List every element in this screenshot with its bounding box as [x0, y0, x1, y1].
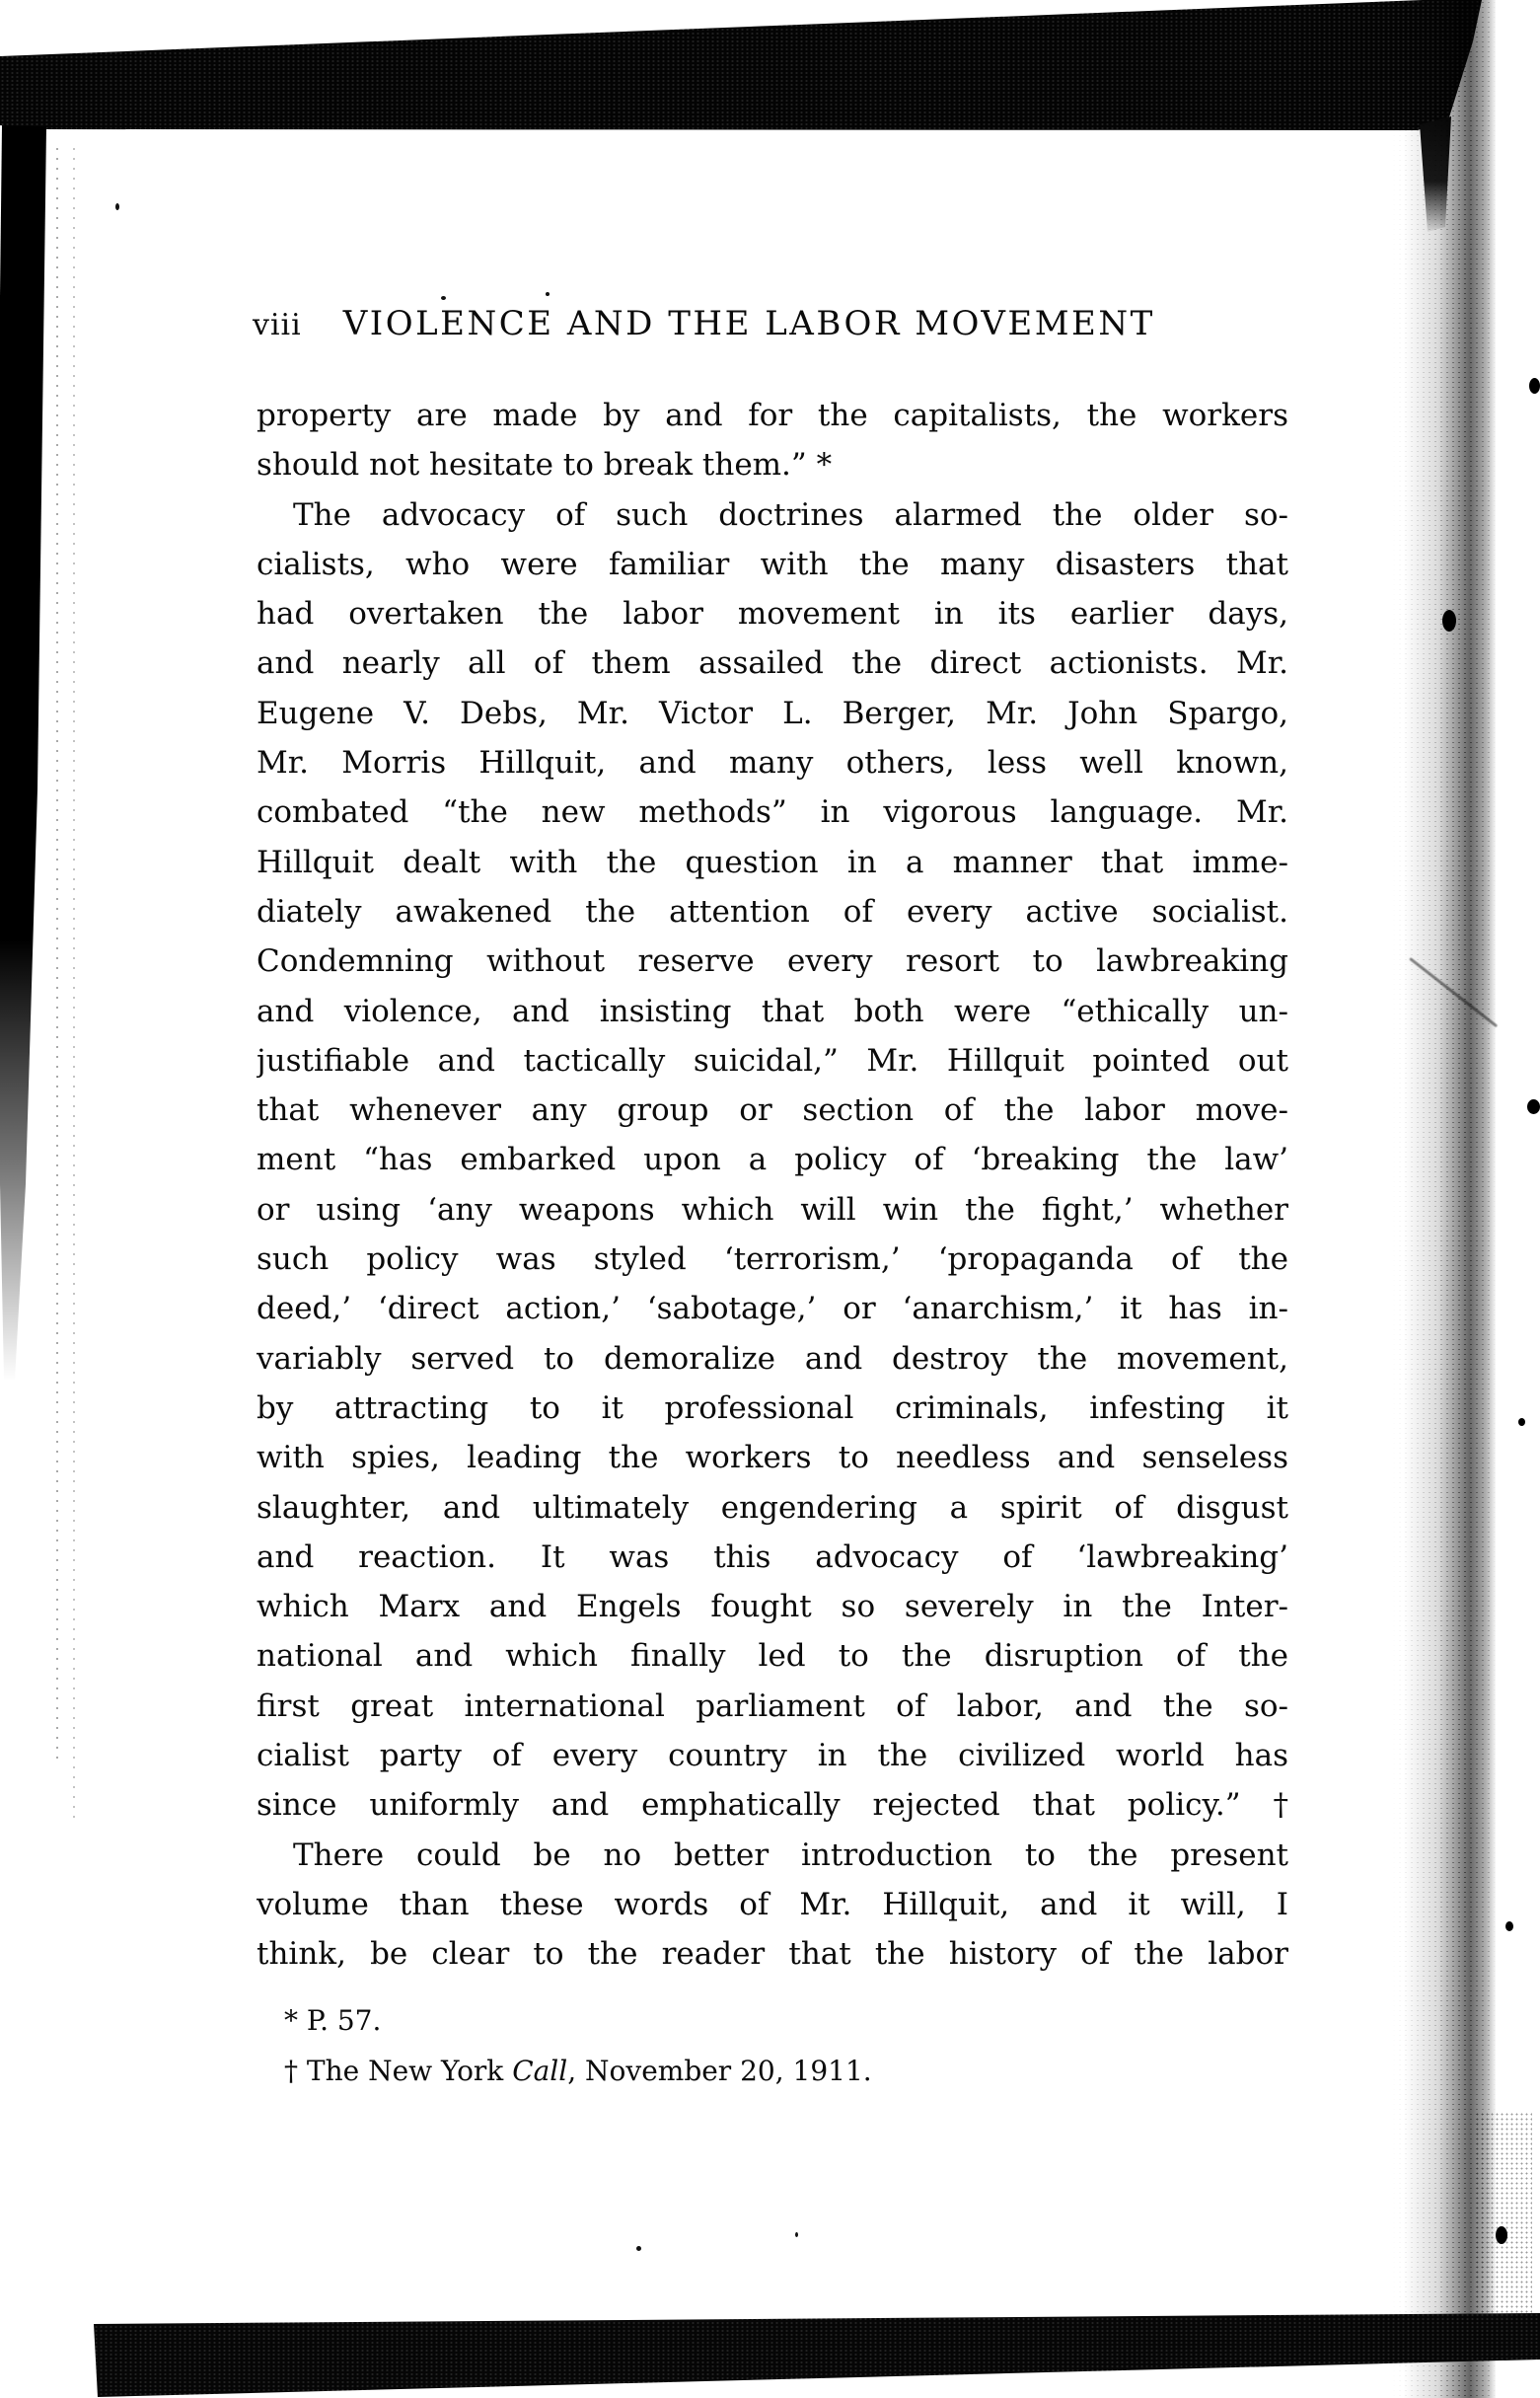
text-line: volume than these words of Mr. Hillquit, and it will, I — [257, 1886, 1288, 1922]
text-line: such policy was styled ‘terrorism,’ ‘propaganda of the — [257, 1241, 1288, 1278]
footnote-publication: Call — [512, 2055, 568, 2087]
ink-speck — [546, 292, 550, 296]
ink-blot — [1529, 378, 1540, 394]
text-line: and nearly all of them assailed the direct actionists. Mr. — [257, 645, 1288, 682]
ink-blot — [1527, 1099, 1540, 1114]
text-line: since uniformly and emphatically rejected that policy.” † — [257, 1787, 1288, 1824]
text-line: first great international parliament of labor, and the so- — [257, 1687, 1288, 1724]
running-title: VIOLENCE AND THE LABOR MOVEMENT — [342, 304, 1155, 343]
scan-noise — [0, 0, 1540, 138]
footnotes — [284, 1995, 1271, 2096]
text-line: Mr. Morris Hillquit, and many others, less well known, — [257, 745, 1288, 782]
text-line: cialist party of every country in the civilized world has — [257, 1738, 1288, 1774]
scan-noise — [0, 2309, 1540, 2398]
text-line: combated “the new methods” in vigorous language. Mr. — [257, 794, 1288, 831]
ink-blot — [1505, 1921, 1513, 1931]
text-line: had overtaken the labor movement in its earlier days, — [257, 596, 1288, 633]
gutter-shadow-line — [73, 148, 75, 1826]
text-line: and violence, and insisting that both were “ethically un- — [257, 993, 1288, 1029]
text-line: think, be clear to the reader that the history of the labor — [257, 1936, 1288, 1973]
scan-border-left — [0, 0, 49, 1382]
ink-blot — [1496, 2226, 1507, 2244]
text-line: by attracting to it professional criminals, infesting it — [257, 1389, 1288, 1426]
text-line: diately awakened the attention of every active socialist. — [257, 893, 1288, 930]
ink-speck — [636, 2246, 641, 2251]
page-edge-shadow-stipple — [1391, 0, 1496, 2398]
text-line: Eugene V. Debs, Mr. Victor L. Berger, Mr. John Spargo, — [257, 695, 1288, 731]
ink-speck — [795, 2232, 798, 2237]
gutter-shadow-line — [56, 148, 58, 1766]
ink-speck — [115, 203, 119, 210]
text-line: property are made by and for the capitalists, the workers — [257, 398, 1288, 433]
text-line: justifiable and tactically suicidal,” Mr. Hillquit pointed out — [257, 1042, 1288, 1079]
ink-blot — [1442, 610, 1456, 632]
text-line: slaughter, and ultimately engendering a spirit of disgust — [257, 1489, 1288, 1526]
text-line: or using ‘any weapons which will win the fight,’ whether — [257, 1191, 1288, 1228]
text-line: that whenever any group or section of the labor move- — [257, 1092, 1288, 1129]
body-text — [257, 391, 1288, 1980]
text-line: which Marx and Engels fought so severely in the Inter- — [257, 1589, 1288, 1625]
footnote-dagger — [284, 2046, 1271, 2096]
footnote-text: , November 20, 1911. — [567, 2055, 872, 2087]
text-line: variably served to demoralize and destroy the movement, — [257, 1340, 1288, 1377]
text-line: There could be no better introduction to the present — [293, 1836, 1288, 1873]
ink-blot — [1518, 1418, 1525, 1426]
text-line: ment “has embarked upon a policy of ‘breaking the law’ — [257, 1142, 1288, 1178]
footnote-asterisk: * P. 57. — [284, 2004, 382, 2037]
page-edge-shadow-bottom — [1475, 2112, 1532, 2324]
footnote-text: † The New York — [284, 2055, 513, 2087]
text-line: Condemning without reserve every resort to lawbreaking — [257, 943, 1288, 980]
text-line: The advocacy of such doctrines alarmed the older so- — [293, 496, 1288, 533]
text-line: Hillquit dealt with the question in a manner that imme- — [257, 844, 1288, 880]
ink-speck — [441, 296, 446, 300]
text-line: national and which finally led to the disruption of the — [257, 1638, 1288, 1675]
scan-border-top — [0, 0, 1540, 138]
text-line: should not hesitate to break them.” * — [257, 447, 833, 484]
text-line: with spies, leading the workers to needless and senseless — [257, 1440, 1288, 1476]
text-line: and reaction. It was this advocacy of ‘lawbreaking’ — [257, 1538, 1288, 1575]
text-line: deed,’ ‘direct action,’ ‘sabotage,’ or ‘anarchism,’ it has in- — [257, 1291, 1288, 1327]
scan-border-bottom — [0, 2309, 1540, 2398]
running-head — [253, 304, 1155, 343]
page-number: viii — [253, 308, 302, 342]
text-line: cialists, who were familiar with the many disasters that — [257, 546, 1288, 582]
